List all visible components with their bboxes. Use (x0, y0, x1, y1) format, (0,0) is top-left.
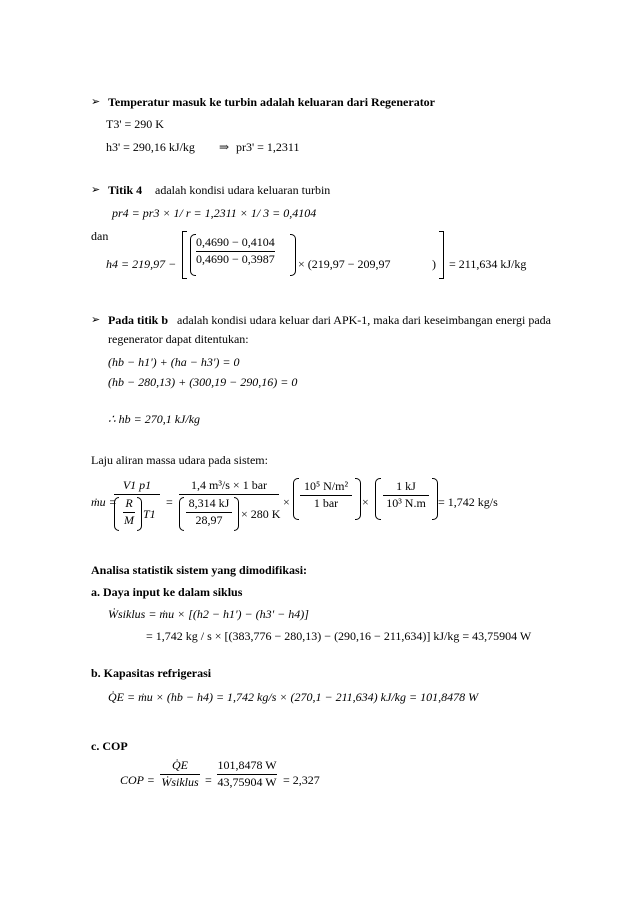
f2-left-paren (179, 497, 184, 531)
mass-flow-lhs: ṁu = (91, 495, 117, 509)
mass-flow-fraction-3 (300, 480, 352, 511)
equals-sign: = (166, 495, 173, 509)
f1-numerator: V1 p1 (122, 478, 152, 492)
section-c-heading: c. COP (91, 739, 128, 753)
mass-flow-fraction-1 (114, 479, 160, 530)
mass-flow-fraction-4 (383, 480, 429, 511)
work-equation-line1: Ẇsiklus = ṁu × [(h2 − h1') − (h3' − h4)] (108, 607, 309, 621)
cop-f1-numerator: Q̇E (172, 758, 188, 772)
f3-denominator: 1 bar (313, 495, 339, 510)
sec3-heading-rest: adalah kondisi udara keluar dari APK-1, maka dari keseimbangan energi pada (177, 313, 551, 327)
cop-lhs: COP = (120, 773, 155, 787)
h4-result: = 211,634 kJ/kg (449, 257, 527, 271)
refrigeration-capacity-eq: Q̇E = ṁu × (hb − h4) = 1,742 kg/s × (270,1 − 211,634) kJ/kg = 101,8478 W (108, 690, 479, 704)
f1-right-paren (137, 497, 142, 531)
h4-fraction-numerator: 0,4690 − 0,4104 (196, 235, 275, 249)
h4-lhs: h4 = 219,97 − (106, 257, 177, 271)
pr4-equation: pr4 = pr3 × 1/ r = 1,2311 × 1/ 3 = 0,4104 (112, 206, 317, 220)
sec1-heading: Temperatur masuk ke turbin adalah keluaran dari Regenerator (108, 95, 436, 109)
r-symbol: R (125, 495, 133, 510)
h4-fraction (196, 236, 275, 267)
times-sign: × (362, 495, 369, 509)
mass-flow-fraction-2 (179, 479, 279, 530)
energy-balance-eq1: (hb − h1') + (ha − h3') = 0 (108, 355, 240, 369)
h4-rhs: × (219,97 − 209,97 (298, 257, 391, 271)
bullet-arrow-icon: ➢ (91, 183, 101, 196)
energy-balance-eq2: (hb − 280,13) + (300,19 − 290,16) = 0 (108, 375, 298, 389)
f2-denominator (179, 496, 279, 530)
f1-r-over-m (123, 497, 135, 528)
r-value: 8,314 kJ (188, 495, 230, 510)
cop-fraction-1 (160, 759, 200, 790)
bullet-arrow-icon: ➢ (91, 95, 101, 108)
sec3-heading-line2: regenerator dapat ditentukan: (108, 332, 249, 346)
cop-fraction-2 (217, 759, 277, 790)
h4-rhs-close-paren: ) (432, 257, 436, 271)
cop-f2-numerator: 101,8478 W (217, 758, 277, 772)
pr3-line: pr3' = 1,2311 (236, 140, 300, 154)
f4-left-paren (375, 478, 381, 520)
h4-left-square-bracket (182, 231, 187, 279)
cop-result: = 2,327 (283, 773, 320, 787)
work-equation-line2: = 1,742 kg / s × [(383,776 − 280,13) − (290,16 − 211,634)] kJ/kg = 43,75904 W (146, 629, 532, 643)
f3-numerator: 10⁵ N/m² (303, 479, 349, 493)
h3-line: h3' = 290,16 kJ/kg (106, 140, 195, 154)
t1-symbol: T1 (143, 506, 156, 521)
t1-value: × 280 K (241, 506, 281, 521)
section-b-heading: b. Kapasitas refrigerasi (91, 666, 212, 680)
f3-left-paren (293, 478, 299, 520)
sec3-heading-bold: Pada titik b (108, 313, 169, 327)
f4-numerator: 1 kJ (396, 479, 416, 493)
equals-sign: = (205, 773, 212, 787)
times-sign: × (283, 495, 290, 509)
sec2-heading-bold: Titik 4 (108, 183, 143, 197)
dan-text: dan (91, 229, 109, 243)
hb-result: ∴ hb = 270,1 kJ/kg (108, 412, 201, 426)
f1-denominator (114, 496, 160, 530)
analysis-heading: Analisa statistik sistem yang dimodifikasi: (91, 563, 308, 577)
m-value: 28,97 (195, 512, 223, 527)
h4-right-square-bracket (439, 231, 444, 279)
f4-denominator: 10³ N.m (386, 495, 426, 510)
h4-fraction-denominator: 0,4690 − 0,3987 (196, 251, 275, 266)
f2-r-over-m (186, 497, 232, 528)
mass-flow-result: = 1,742 kg/s (438, 495, 498, 509)
mass-flow-intro: Laju aliran massa udara pada sistem: (91, 453, 268, 467)
cop-f1-denominator: Ẇsiklus (161, 774, 199, 789)
fraction-bar (114, 494, 160, 495)
f2-numerator: 1,4 m³/s × 1 bar (190, 478, 268, 492)
section-a-heading: a. Daya input ke dalam siklus (91, 585, 243, 599)
h4-right-paren (290, 234, 296, 276)
sec2-heading-rest: adalah kondisi udara keluaran turbin (155, 183, 331, 197)
f2-right-paren (234, 497, 239, 531)
f1-left-paren (114, 497, 119, 531)
f3-right-paren (355, 478, 361, 520)
bullet-arrow-icon: ➢ (91, 313, 101, 326)
fraction-bar (179, 494, 279, 495)
implies-icon: ⇒ (219, 140, 230, 154)
m-symbol: M (124, 512, 134, 527)
cop-f2-denominator: 43,75904 W (217, 774, 277, 789)
t3-line: T3' = 290 K (106, 117, 164, 131)
